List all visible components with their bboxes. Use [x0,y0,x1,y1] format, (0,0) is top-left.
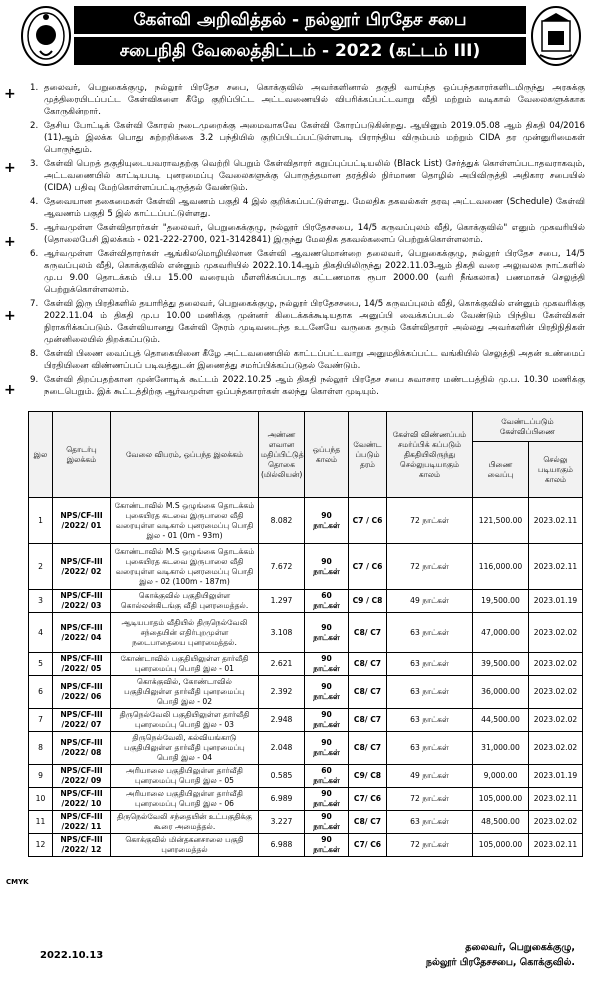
cell-duration: 60 நாட்கள் [305,765,349,788]
cell-valid-until: 2023.02.11 [529,544,583,590]
header-code: தொடர்பு இலக்கம் [53,412,111,498]
table-row [29,653,583,676]
cell-cost: 3.227 [259,811,305,834]
cell-work: கொக்குவில் மின்தகனசாலை பகுதி புனரமைத்தல் [111,834,259,857]
cell-duration: 90 நாட்கள் [305,676,349,709]
cell-cost: 2.048 [259,732,305,765]
cell-code: NPS/CF-III /2022/ 07 [53,709,111,732]
cell-cost: 6.988 [259,834,305,857]
table-row [29,544,583,590]
cell-cost: 6.989 [259,788,305,811]
table-row [29,709,583,732]
cell-code: NPS/CF-III /2022/ 02 [53,544,111,590]
cell-code: NPS/CF-III /2022/ 03 [53,590,111,613]
notice-condition-item [30,298,585,346]
registration-mark-icon: + [4,382,16,398]
condition-number: 1. [30,83,39,93]
table-row [29,811,583,834]
condition-number: 8. [30,349,39,359]
table-row [29,590,583,613]
cell-valid-until: 2023.01.19 [529,590,583,613]
cell-duration: 90 நாட்கள் [305,498,349,544]
cell-deposit: 19,500.00 [473,590,529,613]
cell-code: NPS/CF-III /2022/ 05 [53,653,111,676]
cell-duration: 90 நாட்கள் [305,613,349,653]
cell-class: C8/ C7 [349,709,387,732]
condition-number: 6. [30,249,39,259]
condition-number: 9. [30,375,39,385]
cell-work: திருநெல்வேலி, கல்வியங்காடு பகுதியிலுள்ள தார்வீதி புனரமைப்பு பொதி இல - 04 [111,732,259,765]
cell-validity: 72 நாட்கள் [387,834,473,857]
registration-mark-icon: + [4,86,16,102]
cell-work: அரியாலை பகுதியிலுள்ள தார்வீதி புனரமைப்பு பொதி இல - 06 [111,788,259,811]
condition-text: ஆர்வமுள்ள கேள்விதாரர்கள் "தலைவர், பெறுகைக்குழு, நல்லூர் பிரதேசசபை, 14/5 கருவப்புலம் வீதி, கொக்குவில்" எனும் முகவரியில் (தொலைபேசி இலக்கம் - 021-222-2700, 021-3142841) இருந்து மேலதிக தகவல்களைப் பெற்றுக்கொள்ளலாம். [44,223,585,245]
cell-validity: 63 நாட்கள் [387,676,473,709]
cell-code: NPS/CF-III /2022/ 10 [53,788,111,811]
cell-valid-until: 2023.02.02 [529,676,583,709]
cell-work: திருநெல்வேலி சந்தையின் உட்பகுதிக்கு கூரை அமைத்தல். [111,811,259,834]
cell-no: 4 [29,613,53,653]
notice-date: 2022.10.13 [40,950,104,961]
cell-deposit: 47,000.00 [473,613,529,653]
cell-validity: 63 நாட்கள் [387,811,473,834]
table-row [29,834,583,857]
cell-deposit: 39,500.00 [473,653,529,676]
cell-deposit: 48,500.00 [473,811,529,834]
cell-no: 12 [29,834,53,857]
cell-class: C7/ C6 [349,834,387,857]
registration-mark-icon: + [4,308,16,324]
cell-code: NPS/CF-III /2022/ 01 [53,498,111,544]
cell-work: திருநெல்வேலி பகுதியிலுள்ள தார்வீதி புனரமைப்பு பொதி இல - 03 [111,709,259,732]
condition-number: 4. [30,197,39,207]
notice-condition-item [30,348,585,372]
cell-class: C8/ C7 [349,811,387,834]
notice-title: கேள்வி அறிவித்தல் - நல்லூர் பிரதேச சபை [74,6,526,34]
cell-deposit: 121,500.00 [473,498,529,544]
tender-table [28,411,583,857]
notice-condition-item [30,158,585,194]
cell-duration: 90 நாட்கள் [305,732,349,765]
cell-valid-until: 2023.02.02 [529,613,583,653]
cell-class: C8/ C7 [349,653,387,676]
registration-mark-icon: + [4,234,16,250]
notice-condition-item [30,222,585,246]
cell-cost: 7.672 [259,544,305,590]
cell-class: C7 / C6 [349,544,387,590]
registration-mark-icon: + [4,160,16,176]
cell-validity: 63 நாட்கள் [387,709,473,732]
cell-class: C8/ C7 [349,613,387,653]
condition-text: தலைவர், பெறுகைக்குழு, நல்லூர் பிரதேச சபை, கொக்குவில் அவர்களினால் தகுதி வாய்ந்த ஒப்பந்தகாரர்களிடமிருந்து அரசுக்கு முத்திரையிடப்பட்ட கேள்விகளை கீழே குறிப்பிட்ட அட்டவணையில் விபரிக்கப்பட்டவாறு வீதி மற்றும் வடிகால் வேலைகளுக்காக கோருகின்றார். [44,83,585,117]
condition-text: கேள்வி பெறத் தகுதியுடையவராவதற்கு வெற்றி பெறும் கேள்விதாரர் கறுப்புப்பட்டியலில் (Black List) சேர்த்துக் கொள்ளப்படாதவராகவும், அட்டவணையில் காட்டியபடி புனரமைப்பு வேலைகளுக்கு பொருத்தமான தரத்தில் நிர்மாண தொழில் அபிவிருத்தி அதிகார சபையில் (CIDA) பதிவு மேற்கொள்ளப்பட்டிருத்தல் வேண்டும். [44,159,585,193]
cell-validity: 63 நாட்கள் [387,732,473,765]
cell-no: 7 [29,709,53,732]
notice-condition-item [30,248,585,296]
cell-no: 3 [29,590,53,613]
header-valid-until: செல்லு படியாகும் காலம் [529,442,583,498]
condition-number: 2. [30,121,39,131]
cell-deposit: 116,000.00 [473,544,529,590]
header-no: இல [29,412,53,498]
cell-duration: 90 நாட்கள் [305,811,349,834]
council-emblem-icon [530,5,582,67]
cell-no: 9 [29,765,53,788]
condition-number: 5. [30,223,39,233]
cell-class: C8/ C7 [349,732,387,765]
cell-cost: 2.392 [259,676,305,709]
table-row [29,788,583,811]
cell-no: 10 [29,788,53,811]
signatory-title: தலைவர், பெறுகைக்குழு, [465,942,575,953]
cell-valid-until: 2023.02.11 [529,498,583,544]
condition-number: 3. [30,159,39,169]
condition-text: ஆர்வமுள்ள கேள்விதாரர்கள் ஆங்கிலமொழியிலான கேள்வி ஆவணமொன்றை தலைவர், பெறுகைக்குழு, நல்லூர் பிரதேச சபை, 14/5 கருவப்புலம் வீதி, கொக்குவில் என்னும் முகவரியில் 2022.10.14ஆம் திகதியிலிருந்து 2022.11.03ஆம் திகதி வரை அலுவலக நாட்களில் மு.ப 9.00 தொடக்கம் பி.ப 15.00 வரையும் மீளளிக்கப்படாத கட்டணமாக ரூபா 2000.00 (வரி நீங்கலாக) பணமாகச் செலுத்தி பெற்றுக்கொள்ளலாம். [44,249,585,295]
cell-validity: 63 நாட்கள் [387,613,473,653]
cell-no: 5 [29,653,53,676]
table-row [29,613,583,653]
cell-duration: 60 நாட்கள் [305,590,349,613]
cell-valid-until: 2023.02.11 [529,788,583,811]
cell-duration: 90 நாட்கள் [305,544,349,590]
cell-class: C7/ C6 [349,788,387,811]
cell-work: கோண்டாவில் பகுதியிலுள்ள தார்வீதி புனரமைப்பு பொதி இல - 01 [111,653,259,676]
cell-validity: 72 நாட்கள் [387,498,473,544]
cell-cost: 8.082 [259,498,305,544]
cell-class: C9 / C8 [349,590,387,613]
cell-deposit: 9,000.00 [473,765,529,788]
condition-text: கேள்வி திறப்பதற்கான முன்னோடிக் கூட்டம் 2022.10.25 ஆம் திகதி நல்லூர் பிரதேச சபை சுவாசார மண்டபத்தில் மு.ப. 10.30 மணிக்கு நடைபெறும். இக் கூட்டத்திற்கு ஆர்வமுள்ள ஒப்பந்தகாரர்கள் கலந்து கொள்ள முடியும். [44,375,585,397]
table-row [29,732,583,765]
cell-class: C9/ C8 [349,765,387,788]
notice-header [74,6,526,66]
cell-deposit: 31,000.00 [473,732,529,765]
cell-duration: 90 நாட்கள் [305,788,349,811]
cell-code: NPS/CF-III /2022/ 09 [53,765,111,788]
cell-deposit: 36,000.00 [473,676,529,709]
cell-cost: 2.948 [259,709,305,732]
cell-validity: 49 நாட்கள் [387,765,473,788]
notice-condition-item [30,120,585,156]
notice-condition-item [30,196,585,220]
cell-cost: 2.621 [259,653,305,676]
cell-valid-until: 2023.02.02 [529,811,583,834]
cell-validity: 49 நாட்கள் [387,590,473,613]
signatory-block [360,940,575,970]
cell-code: NPS/CF-III /2022/ 04 [53,613,111,653]
cell-no: 11 [29,811,53,834]
cell-code: NPS/CF-III /2022/ 08 [53,732,111,765]
cell-duration: 90 நாட்கள் [305,834,349,857]
cell-class: C8/ C7 [349,676,387,709]
cell-code: NPS/CF-III /2022/ 11 [53,811,111,834]
condition-number: 7. [30,299,39,309]
condition-text: தேசிய போட்டிக் கேள்வி கோரல் நடைமுறைக்கு அமைவாகவே கேள்வி கோரப்படுகின்றது. ஆயினும் 2019.05.08 ஆம் திகதி 04/2016 (11)ஆம் இலக்க பொது சுற்றறிக்கை 3.2 பந்தியில் குறிப்பிடப்பட்டுள்ளபடி பிராந்திய விரும்பம் மற்றும் CIDA தர முன்னுரிமைகள் பொருந்தும். [44,121,585,155]
cell-deposit: 105,000.00 [473,834,529,857]
table-row [29,676,583,709]
cell-work: அரியாலை பகுதியிலுள்ள தார்வீதி புனரமைப்பு பொதி இல - 05 [111,765,259,788]
cell-work: கொக்குவில் பகுதியிலுள்ள கொல்லன்கிடங்கு வீதி புனரமைத்தல். [111,590,259,613]
cell-work: கொக்குவில், கோண்டாவில் பகுதியிலுள்ள தார்வீதி புனரமைப்பு பொதி இல - 02 [111,676,259,709]
cell-duration: 90 நாட்கள் [305,653,349,676]
cell-validity: 72 நாட்கள் [387,788,473,811]
cell-valid-until: 2023.02.11 [529,834,583,857]
notice-subtitle: சபைநிதி வேலைத்திட்டம் - 2022 (கட்டம் III) [74,37,526,65]
cell-no: 1 [29,498,53,544]
header-validity: கேள்வி விண்ணப்பம் சமர்ப்பிக் கப்படும் திகதியிலிருந்து செல்லுபடியாகும் காலம் [387,412,473,498]
notice-condition-item [30,82,585,118]
cell-work: ஆடியபாதம் வீதியில் திருநெல்வேலி சந்தையின் எதிர்புறமுள்ள நடைபாதையை புனரமைத்தல். [111,613,259,653]
condition-text: கேள்வி இரு பிரதிகளில் தயாரித்து தலைவர், பெறுகைக்குழு, நல்லூர் பிரதேசசபை, 14/5 கருவப்புலம் வீதி, கொக்குவில் என்னும் முகவரிக்கு 2022.11.04 ம் திகதி மு.ப 10.00 மணிக்கு முன்னர் கிடைக்கக்கூடியதாக அனுப்பி வைக்கப்படல் வேண்டும் பிந்திய கேள்விகள் நிராகரிக்கப்படும். கேள்வியானது கேள்வி நேரம் முடிவடைந்த உடனேயே வருகை தரும் கேள்விதாரர் அல்லது அவர்களின் பிரதிநிதிகள் முன்னிலையில் திறக்கப்படும். [44,299,585,345]
header-duration: ஒப்பந்த காலம் [305,412,349,498]
cell-deposit: 105,000.00 [473,788,529,811]
header-security-group: வேண்டப்படும் கேள்விப்பிணை [473,412,583,442]
cmyk-margin-mark: CMYK [6,878,29,886]
cell-valid-until: 2023.02.02 [529,653,583,676]
cell-cost: 0.585 [259,765,305,788]
table-row [29,765,583,788]
table-row [29,498,583,544]
header-cost: அண்ண ளவான மதிப்பிட்டுத் தொகை (மில்லியன்) [259,412,305,498]
cell-no: 6 [29,676,53,709]
cell-validity: 63 நாட்கள் [387,653,473,676]
cell-work: கோண்டாவில் M.S ஒழுங்கை தொடக்கம் புகையிரத கடவை இருபாலை வீதி வரையுள்ள வடிகால் புனரமைப்பு பொதி இல - 02 (100m - 187m) [111,544,259,590]
signatory-office: நல்லூர் பிரதேசசபை, கொக்குவில். [425,957,575,968]
cell-code: NPS/CF-III /2022/ 12 [53,834,111,857]
sri-lanka-emblem-icon [20,5,72,67]
notice-conditions [30,82,585,400]
cell-valid-until: 2023.02.02 [529,709,583,732]
cell-deposit: 44,500.00 [473,709,529,732]
condition-text: தேவையான தகைமைகள் கேள்வி ஆவணம் பகுதி 4 இல் குறிக்கப்பட்டுள்ளது. மேலதிக தகவல்கள் தரவு அட்டவணை (Schedule) கேள்வி ஆவணம் பகுதி 5 இல் காட்டப்பட்டுள்ளது. [44,197,585,219]
header-class: வேண்ட ப்படும் தரம் [349,412,387,498]
header-work: வேலை விபரம், ஒப்பந்த இலக்கம் [111,412,259,498]
header-deposit: பிணை வைப்பு [473,442,529,498]
cell-cost: 1.297 [259,590,305,613]
cell-cost: 3.108 [259,613,305,653]
cell-code: NPS/CF-III /2022/ 06 [53,676,111,709]
cell-valid-until: 2023.01.19 [529,765,583,788]
notice-condition-item [30,374,585,398]
cell-work: கோண்டாவில் M.S ஒழுங்கை தொடக்கம் புகையிரத கடவை இருபாலை வீதி வரையுள்ள வடிகால் புனரமைப்பு பொதி இல - 01 (0m - 93m) [111,498,259,544]
cell-no: 8 [29,732,53,765]
cell-class: C7 / C6 [349,498,387,544]
cell-valid-until: 2023.02.02 [529,732,583,765]
condition-text: கேள்வி பிணை வைப்புத் தொகையினை கீழே அட்டவணையில் காட்டப்பட்டவாறு அனுமதிக்கப்பட்ட வங்கியில் செலுத்தி அதன் உண்மைப் பிரதியினை விண்ணப்பப் படிவத்துடன் இணைத்து சமர்ப்பிக்கப்படுதல் வேண்டும். [44,349,585,371]
cell-validity: 72 நாட்கள் [387,544,473,590]
cell-duration: 90 நாட்கள் [305,709,349,732]
cell-no: 2 [29,544,53,590]
